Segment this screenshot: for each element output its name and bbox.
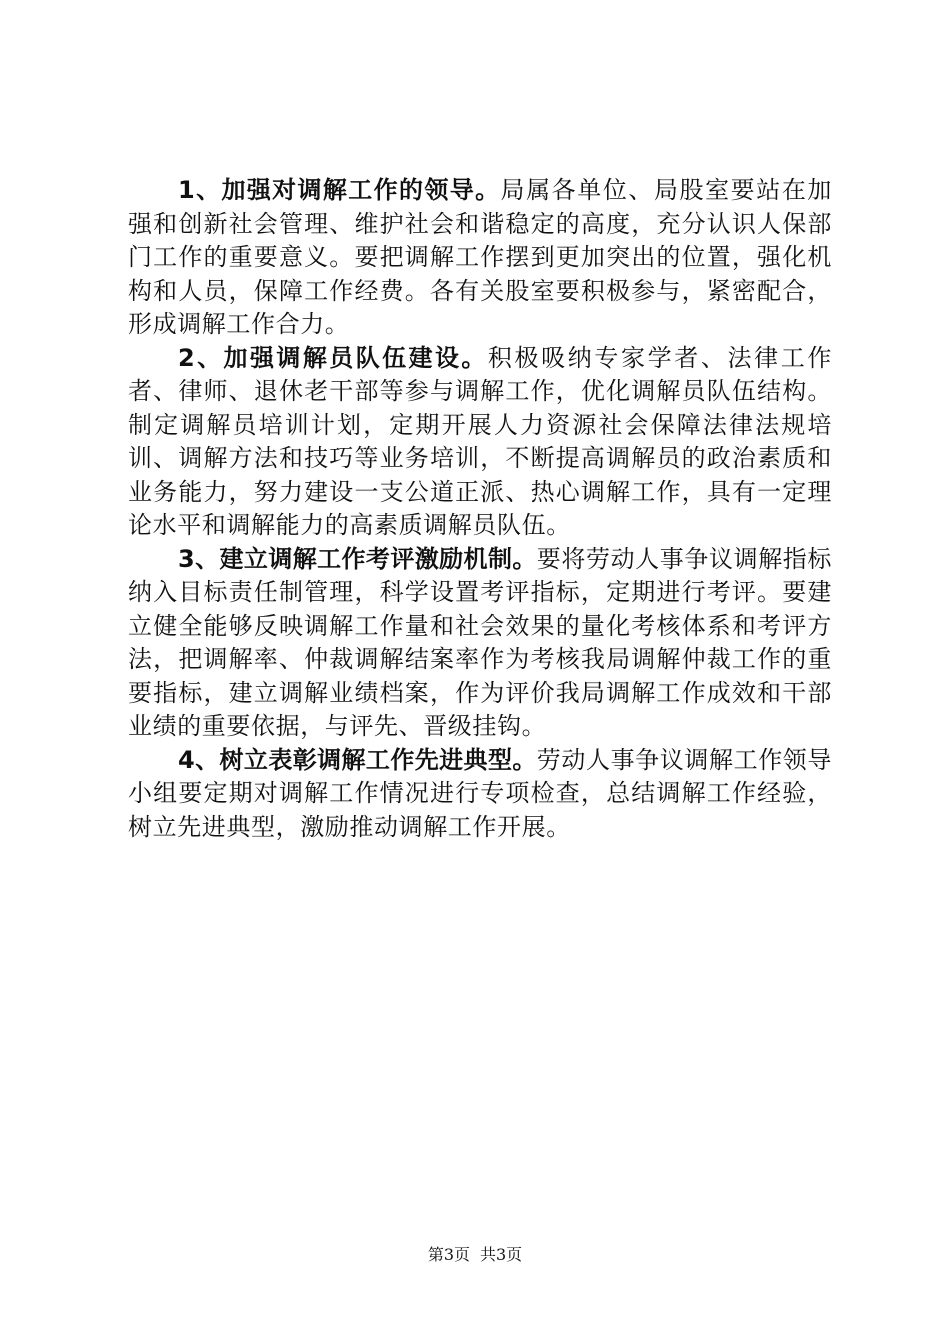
paragraph-text: 要将劳动人事争议调解指标纳入目标责任制管理，科学设置考评指标，定期进行考评。要建立健全能够反映调解工作量和社会效果的量化考核体系和考评方法，把调解率、仲裁调解结案率作为考核我局调解仲裁工作的重要指标，建立调解业绩档案，作为评价我局调解工作成效和干部业绩的重要依据，与评先、晋级挂钩。 [128, 544, 833, 740]
paragraph-2 [128, 342, 832, 543]
paragraph-heading: 1、加强对调解工作的领导。 [178, 176, 501, 204]
page-number-current: 第3页 [427, 1245, 470, 1264]
paragraph-text: 积极吸纳专家学者、法律工作者、律师、退休老干部等参与调解工作，优化调解员队伍结构。制定调解员培训计划，定期开展人力资源社会保障法律法规培训、调解方法和技巧等业务培训，不断提高调解员的政治素质和业务能力，努力建设一支公道正派、热心调解工作，具有一定理论水平和调解能力的高素质调解员队伍。 [128, 343, 832, 539]
paragraph-4 [128, 744, 832, 845]
paragraph-heading: 4、树立表彰调解工作先进典型。 [178, 745, 537, 774]
paragraph-text: 局属各单位、局股室要站在加强和创新社会管理、维护社会和谐稳定的高度，充分认识人保部门工作的重要意义。要把调解工作摆到更加突出的位置，强化机构和人员，保障工作经费。各有关股室要积极参与，紧密配合，形成调解工作合力。 [128, 176, 832, 338]
paragraph-1 [128, 174, 832, 342]
paragraph-heading: 3、建立调解工作考评激励机制。 [178, 544, 537, 573]
paragraph-heading: 2、加强调解员队伍建设。 [178, 343, 488, 372]
paragraph-text: 劳动人事争议调解工作领导小组要定期对调解工作情况进行专项检查，总结调解工作经验，树立先进典型，激励推动调解工作开展。 [128, 745, 833, 841]
document-body [128, 174, 832, 844]
paragraph-3 [128, 543, 832, 744]
page-footer [0, 1242, 950, 1265]
page-number-total: 共3页 [480, 1245, 523, 1264]
